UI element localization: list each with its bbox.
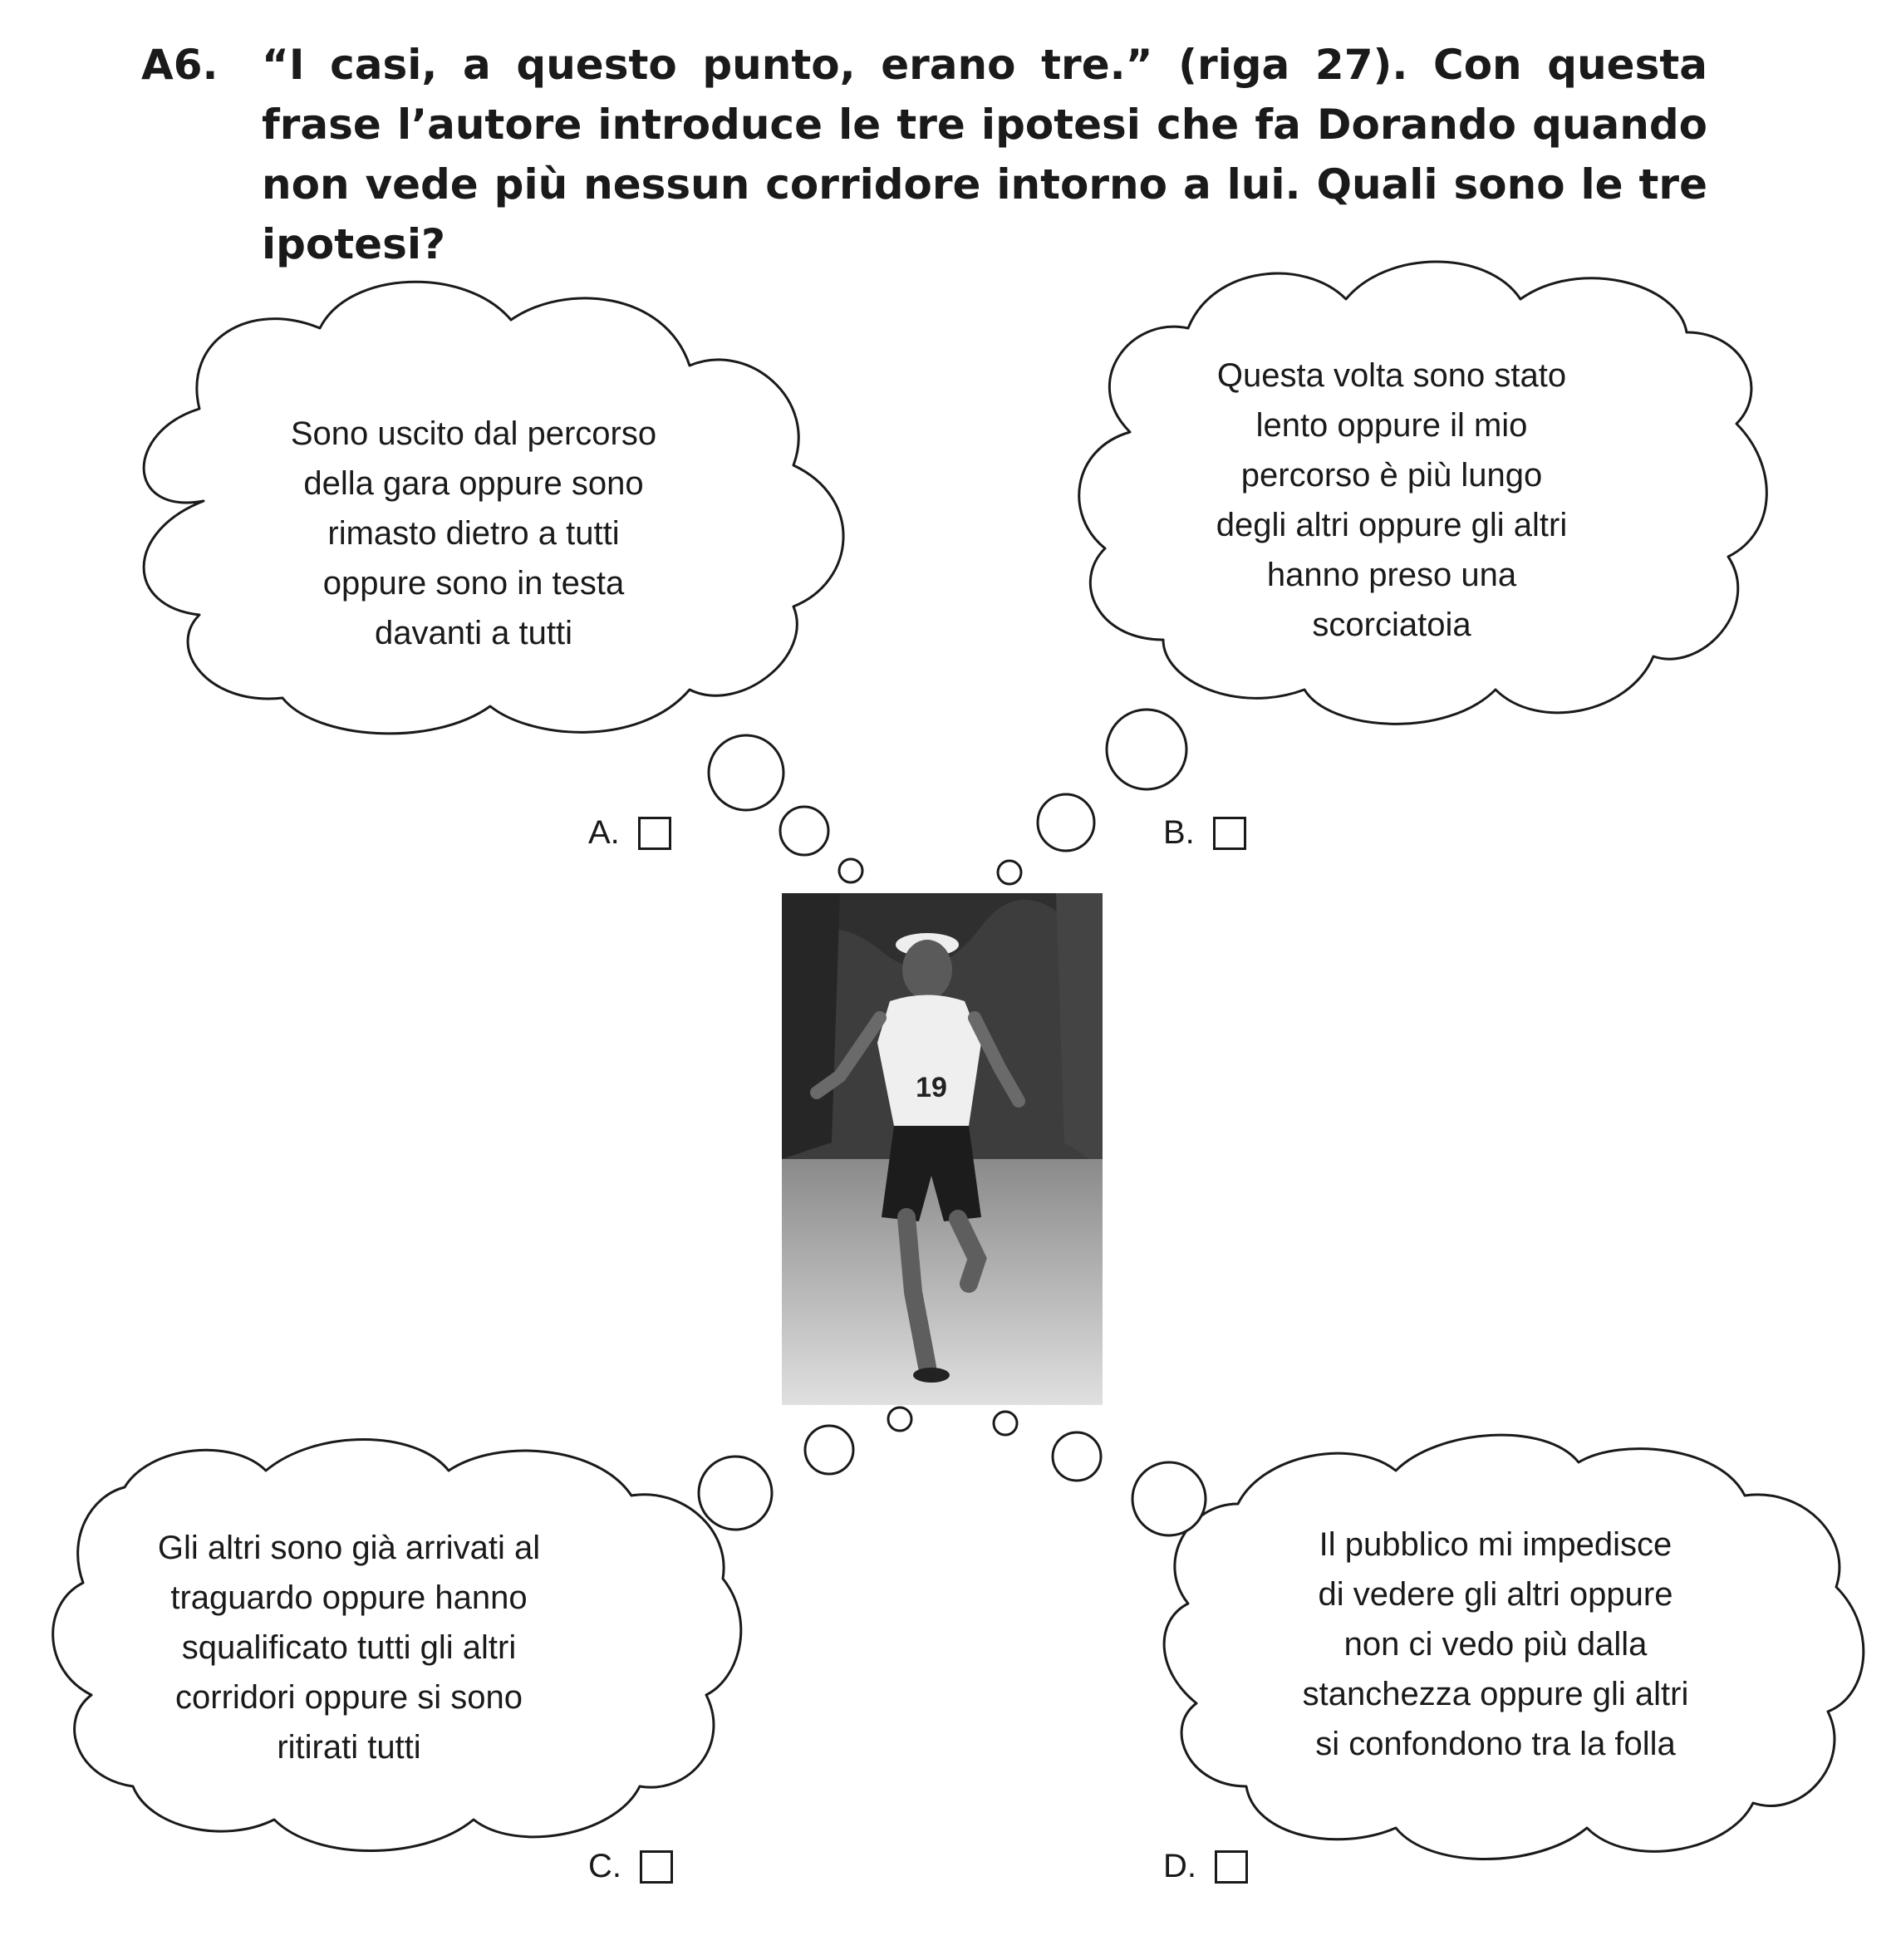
option-d-letter: D. — [1163, 1848, 1196, 1884]
trail-a-small — [839, 859, 862, 882]
option-b-line: hanno preso una — [1266, 557, 1517, 593]
option-b-line: lento oppure il mio — [1255, 407, 1528, 444]
trail-d-large — [1132, 1462, 1206, 1535]
option-d-line: di vedere gli altri oppure — [1318, 1576, 1673, 1613]
option-d-line: stanchezza oppure gli altri — [1302, 1676, 1689, 1712]
option-a-line: Sono uscito dal percorso — [290, 415, 657, 452]
option-d[interactable] — [1163, 1848, 1248, 1885]
option-b-line: scorciatoia — [1312, 607, 1471, 643]
question-text: “I casi, a questo punto, erano tre.” (riga 27). Con questa frase l’autore introduce le tre ipotesi che fa Dorando quando non vede più nessun corridore intorno a lui. Quali sono le tre ipotesi? — [262, 41, 1707, 268]
option-b-line: percorso è più lungo — [1240, 457, 1543, 494]
option-a-line: rimasto dietro a tutti — [327, 515, 620, 552]
trail-a-large — [709, 735, 783, 810]
trail-c-small — [888, 1407, 911, 1431]
option-d-line: si confondono tra la folla — [1315, 1726, 1676, 1762]
trail-c-medium — [805, 1426, 853, 1474]
trail-b-medium — [1038, 794, 1094, 851]
option-c[interactable] — [588, 1848, 673, 1885]
option-d-text — [1280, 1520, 1712, 1769]
option-c-line: ritirati tutti — [277, 1729, 421, 1766]
option-c-line: Gli altri sono già arrivati al — [157, 1530, 541, 1566]
option-b-text — [1176, 351, 1608, 650]
trail-d-medium — [1053, 1432, 1101, 1481]
trail-c-large — [699, 1456, 772, 1530]
option-a-text — [274, 409, 673, 658]
option-c-line: squalificato tutti gli altri — [181, 1629, 517, 1666]
option-a-checkbox[interactable] — [638, 817, 671, 850]
option-a-line: davanti a tutti — [375, 615, 572, 651]
option-b-checkbox[interactable] — [1213, 817, 1246, 850]
option-d-line: Il pubblico mi impedisce — [1319, 1526, 1673, 1563]
option-b-line: degli altri oppure gli altri — [1216, 507, 1568, 543]
trail-d-small — [994, 1412, 1017, 1435]
option-b-line: Questa volta sono stato — [1216, 357, 1567, 394]
trail-b-large — [1107, 710, 1186, 789]
runner-illustration — [782, 893, 1103, 1405]
option-d-checkbox[interactable] — [1215, 1850, 1248, 1884]
option-a-line: oppure sono in testa — [322, 565, 625, 602]
option-a-line: della gara oppure sono — [303, 465, 644, 502]
option-c-text — [133, 1523, 565, 1772]
runner-photo — [782, 893, 1103, 1405]
option-c-letter: C. — [588, 1848, 621, 1884]
option-c-line: traguardo oppure hanno — [170, 1579, 528, 1616]
option-c-line: corridori oppure si sono — [175, 1679, 523, 1716]
option-c-checkbox[interactable] — [640, 1850, 673, 1884]
option-d-line: non ci vedo più dalla — [1343, 1626, 1648, 1663]
trail-b-small — [998, 861, 1021, 884]
option-a[interactable] — [588, 814, 671, 852]
option-a-letter: A. — [588, 814, 620, 851]
option-b-letter: B. — [1163, 814, 1195, 851]
bib-number: 19 — [916, 1072, 947, 1103]
question-number: A6. — [141, 41, 219, 89]
trail-a-medium — [780, 807, 828, 855]
option-b[interactable] — [1163, 814, 1246, 852]
